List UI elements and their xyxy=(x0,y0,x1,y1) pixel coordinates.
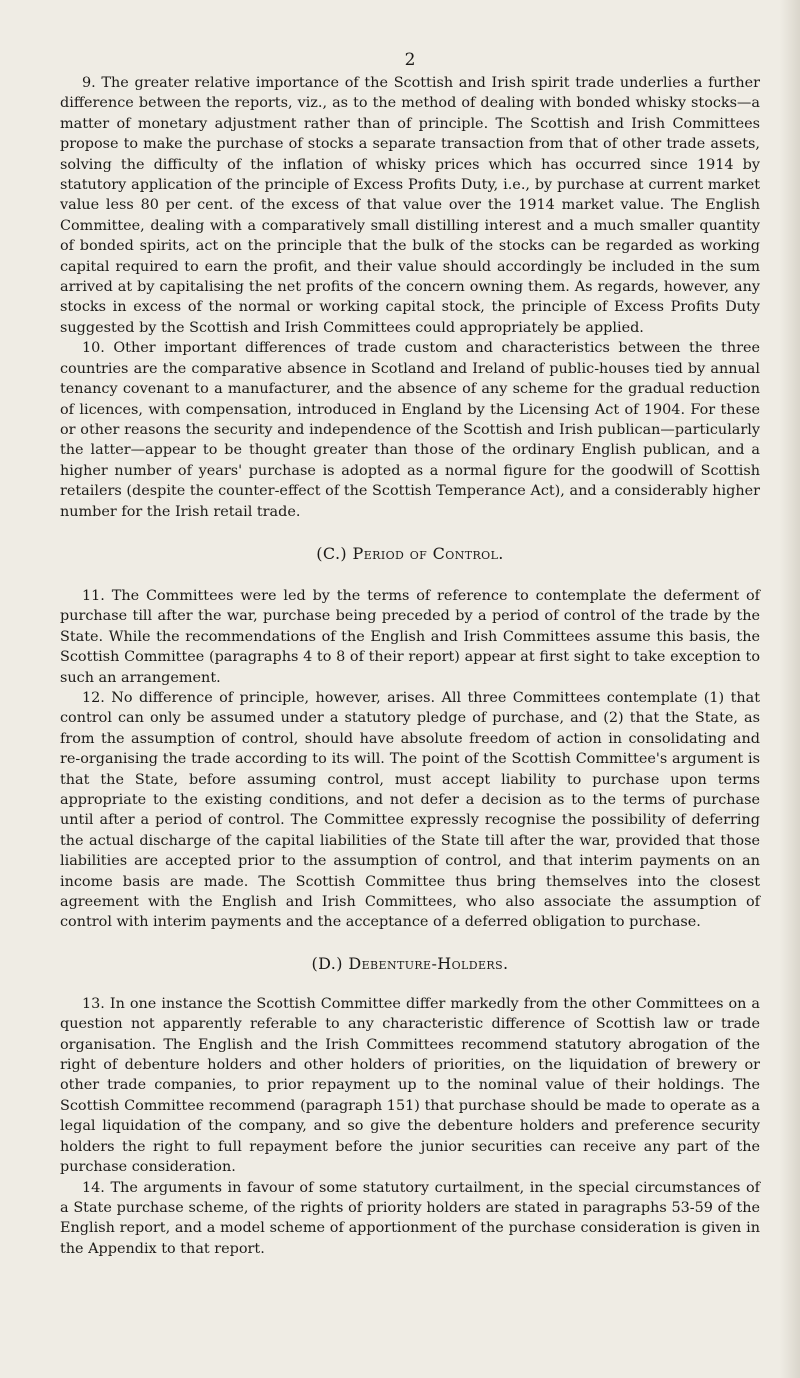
page-number: 2 xyxy=(404,50,416,70)
paragraph-10: 10. Other important differences of trade custom and characteristics between the three countries are the comparative absence in Scotland and Ireland of public-houses tied by annual tenancy covenant to a manufacturer, and the absence of any scheme for the gradual reduction of licences, with compensation, introduced in England by the Licensing Act of 1904. For these or other reasons the security and independence of the Scottish and Irish publican—particularly the latter—appear to be thought greater than those of the ordinary English publican, and a higher number of years' purchase is adopted as a normal figure for the goodwill of Scottish retailers (despite the counter-effect of the Scottish Temperance Act), and a considerably higher number for the Irish retail trade. xyxy=(60,340,760,520)
section-heading-period-of-control: (C.) Period of Control. xyxy=(316,543,504,563)
paragraph-13: 13. In one instance the Scottish Committee differ markedly from the other Committees on a question not apparently referable to any characteristic difference of Scottish law or trade organisation. The English and the Irish Committees recommend statutory abrogation of the right of debenture holders and other holders of priorities, on the liquidation of brewery or other trade companies, to prior repayment up to the nominal value of their holdings. The Scottish Committee recommend (paragraph 151) that purchase should be made to operate as a legal liquidation of the company, and so give the debenture holders and preference security holders the right to full repayment before the junior securities can receive any part of the purchase consideration. xyxy=(60,995,760,1176)
document-page xyxy=(60,50,760,1259)
section-heading-debenture-holders: (D.) Debenture-Holders. xyxy=(311,953,509,973)
paragraph-12: 12. No difference of principle, however, arises. All three Committees contemplate (1) that control can only be assumed under a statutory pledge of purchase, and (2) that the State, as from the assumption of control, should have absolute freedom of action in consolidating and re-organising the trade according to its will. The point of the Scottish Committee's argument is that the State, before assuming control, must accept liability to purchase upon terms appropriate to the existing conditions, and not defer a decision as to the terms of purchase until after a period of control. The Committee expressly recognise the possibility of deferring the actual discharge of the capital liabilities of the State till after the war, provided that those liabilities are accepted prior to the assumption of control, and that interim payments on an income basis are made. The Scottish Committee thus bring themselves into the closest agreement with the English and Irish Committees, who also associate the assumption of control with interim payments and the acceptance of a deferred obligation to purchase. xyxy=(60,689,760,931)
page-edge-shadow xyxy=(780,0,800,1378)
paragraph-11: 11. The Committees were led by the terms of reference to contemplate the deferment of purchase till after the war, purchase being preceded by a period of control of the trade by the State. While the recommendations of the English and Irish Committees assume this basis, the Scottish Committee (paragraphs 4 to 8 of their report) appear at first sight to take exception to such an arrangement. xyxy=(60,587,760,686)
paragraph-14: 14. The arguments in favour of some statutory curtailment, in the special circumstances of a State purchase scheme, of the rights of priority holders are stated in paragraphs 53-59 of the English report, and a model scheme of apportionment of the purchase consideration is given in the Appendix to that report. xyxy=(60,1179,760,1257)
paragraph-9: 9. The greater relative importance of the Scottish and Irish spirit trade underlies a further difference between the reports, viz., as to the method of dealing with bonded whisky stocks—a matter of monetary adjustment rather than of principle. The Scottish and Irish Committees propose to make the purchase of stocks a separate transaction from that of other trade assets, solving the difficulty of the inflation of whisky prices which has occurred since 1914 by statutory application of the principle of Excess Profits Duty, i.e., by purchase at current market value less 80 per cent. of the excess of that value over the 1914 market value. The English Committee, dealing with a comparatively small distilling interest and a much smaller quantity of bonded spirits, act on the principle that the bulk of the stocks can be regarded as working capital required to earn the profit, and their value should accordingly be included in the sum arrived at by capitalising the net profits of the concern owning them. As regards, however, any stocks in excess of the normal or working capital stock, the principle of Excess Profits Duty suggested by the Scottish and Irish Committees could appropriately be applied. xyxy=(60,75,760,336)
